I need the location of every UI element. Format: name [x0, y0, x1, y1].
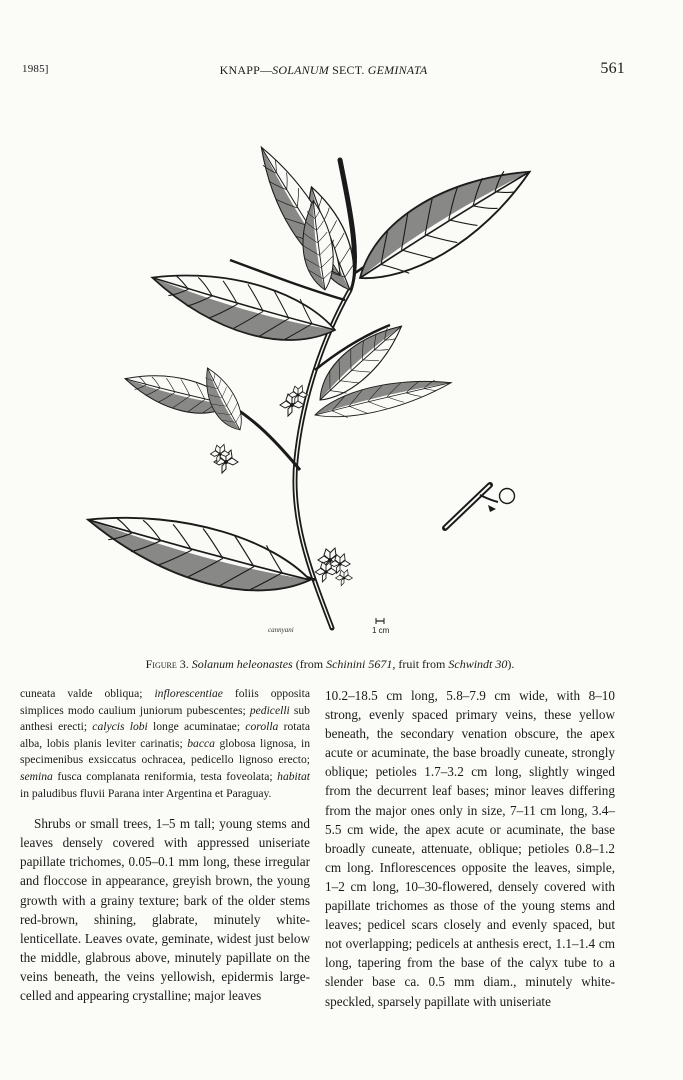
leaf-lower-left — [80, 493, 316, 612]
latin-term: corolla — [245, 720, 279, 734]
description-continuation: 10.2–18.5 cm long, 5.8–7.9 cm wide, with 8–10 strong, evenly spaced primary veins, these yellow beneath, the secondary venation obscure, the apex acute or acuminate, the base broadly cuneate, strongly oblique; petioles 1.7–3.2 cm long, slightly winged from the decurrent leaf bases; minor leaves differing from the major ones only in size, 7–11 cm long, 3.4–5.5 cm wide, the apex acute or acuminate, the base broadly cuneate, attenuate, oblique; petioles 0.8–1.2 cm long. Inflorescences opposite the leaves, simple, 1–2 cm long, 10–30-flowered, densely covered with papillate trichomes as those of the young stems and leaves; pedicel scars closely and evenly spaced, but not overlapping; pedicels at anthesis erect, 1.1–1.4 cm long, tapering from the base of the calyx tube to a slender base ca. 0.5 mm diam., minutely white-speckled, sparsely papillate with uniseriate — [325, 688, 615, 1009]
figure-caption: Figure 3. Solanum heleonastes (from Schinini 5671, fruit from Schwindt 30). — [145, 657, 515, 671]
collector-1: Schinini 5671, — [326, 657, 396, 671]
running-head — [22, 62, 625, 80]
scale-bar — [372, 618, 390, 635]
figure-label: Figure 3. — [145, 657, 189, 671]
latin-text: sub anthesi erecti; — [20, 703, 310, 734]
collector-2: Schwindt 30 — [448, 657, 508, 671]
text-column-right — [325, 686, 615, 1011]
latin-text: fusca complanata reniformia, testa foveolata; — [52, 769, 278, 783]
latin-term: bacca — [187, 736, 215, 750]
flower-cluster-lower — [315, 548, 352, 586]
latin-term: calycis lobi — [92, 720, 148, 734]
latin-term: inflorescentiae — [154, 687, 223, 700]
scale-label: 1 cm — [372, 626, 390, 635]
latin-term: habitat — [277, 769, 310, 783]
latin-text: foliis opposita simplices modo caulium juniorum pubescentes; — [20, 687, 310, 717]
leaf-upper-right — [343, 149, 543, 296]
latin-text: longe acuminatae; — [147, 720, 246, 734]
species-name: Solanum heleonastes — [191, 657, 293, 671]
text-column-left — [20, 686, 310, 1005]
artist-signature: cannyani — [268, 626, 294, 634]
latin-diagnosis — [20, 686, 310, 802]
botanical-illustration — [60, 100, 580, 645]
latin-text: cuneata valde obliqua; — [20, 687, 155, 700]
latin-term: pedicelli — [249, 703, 290, 717]
latin-text: globosa lignosa, in specimenibus exsiccatus ochracea, pedicello lignoso erecto; — [20, 736, 311, 767]
leaf-top-left — [248, 139, 350, 285]
page-number: 561 — [600, 60, 625, 77]
latin-text: rotata alba, lobis planis leviter carinatis; — [20, 720, 310, 750]
fruit-detail — [445, 485, 515, 528]
flower-cluster-mid — [210, 444, 238, 473]
header-title: KNAPP—SOLANUM SECT. GEMINATA — [219, 63, 428, 77]
latin-term: semina — [20, 769, 53, 783]
description-paragraph: Shrubs or small trees, 1–5 m tall; young stems and leaves densely covered with appressed uniseriate papillate trichomes, 0.05–0.1 mm long, these irregular and floccose in appearance, greyish brown, the young growth with a grainy texture; bark of the older stems red-brown, shining, glabrate, minutely white-lenticellate. Leaves ovate, geminate, widest just below the middle, glabrous above, minutely papillate on the veins beneath, the veins yellowish, epidermis large-celled and appearing crystalline; major leaves — [20, 816, 310, 1003]
header-year: 1985] — [22, 63, 49, 75]
latin-text: in paludibus fluvii Parana inter Argentina et Paraguay. — [20, 786, 272, 800]
